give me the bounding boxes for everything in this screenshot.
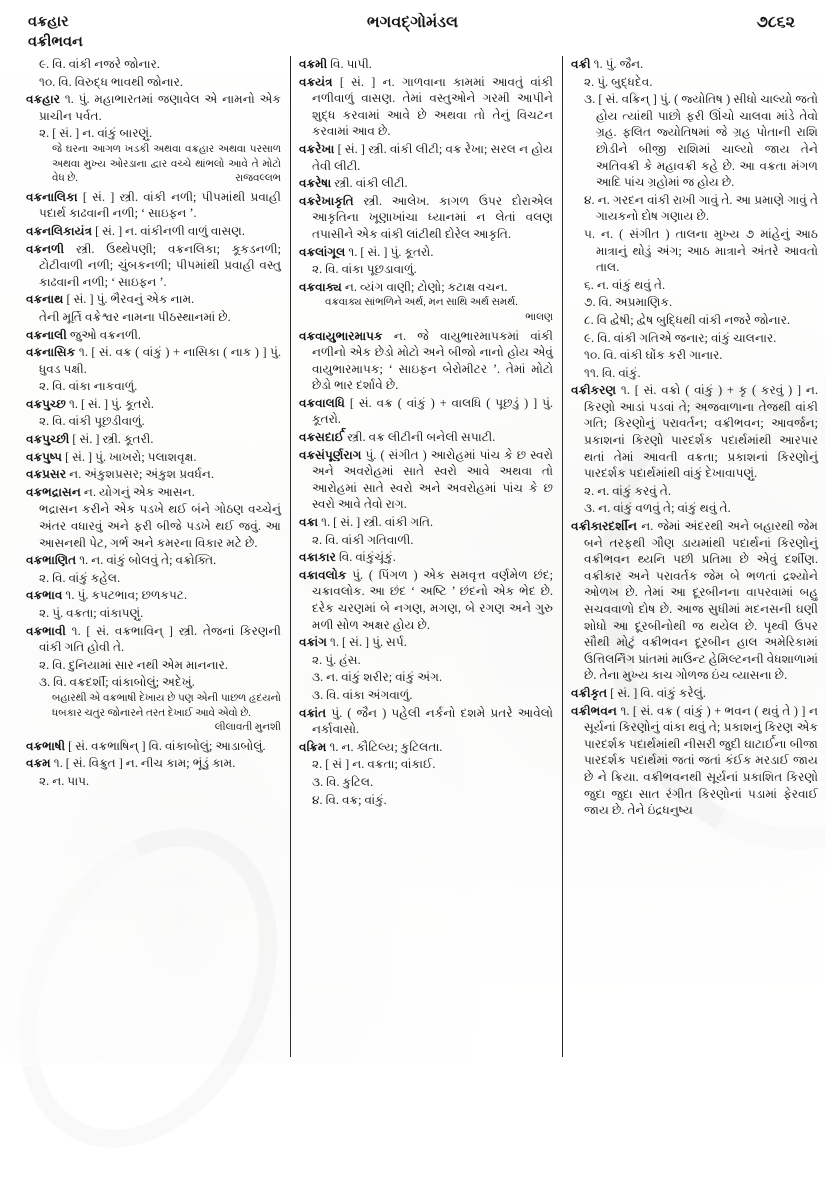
entry-definition: [ સં. ] વિ. વાંકું કરેલું. [607,685,706,700]
dictionary-entry [26,223,281,240]
dictionary-entry [299,549,553,566]
entry-headword: વક્રનળી [26,241,65,256]
entry-headword: વક્રાંત [299,705,327,720]
column-2 [290,56,562,1057]
entry-headword: વક્રનાસિક [26,345,76,360]
page-header [0,10,825,56]
dictionary-entry [299,141,553,174]
dictionary-entry [299,279,553,296]
column-3 [562,56,825,1057]
entry-sense: ૪. વિ. વક્ર; વાંકું. [312,792,387,807]
entry-headword: વક્રપુચ્છ [26,396,66,411]
entry-definition: ૧. ન. કૌટિલ્ય; કુટિલતા. [326,739,443,754]
entry-sense: ૨. ન. પાપ. [39,773,90,788]
entry-headword: વક્રીકરણ [571,383,617,398]
entry-headword: વક્રરેખાકૃતિ [299,193,354,208]
entry-headword: વક્રવાલધિ [299,395,345,410]
entry-definition: ૧. [ સં. ] પું. કૂતરો. [65,396,154,411]
entry-definition: [ સં. ] ન. વાંકીનળી વાળું વાસણ. [92,223,245,238]
dictionary-entry [299,447,553,513]
dictionary-entry [299,193,553,243]
entry-headword: વક્રવાક્ય [299,279,342,294]
entry-definition: ૧. [ સં. વક્રો ( વાંકું ) + કૃ ( કરવું ) ] ન. કિરણો આડાં પડવાં તે; અજવાળાના તેજથી વાંકી ગતિ; કિરણોનું પરાવર્તન; વક્રીભવન; આવર્જન; પ્રકાશનાં કિરણો પારદર્શક પદાર્થમાંથી આરપાર થતાં તેમાં આવતી વક્રતા; પ્રકાશનાં કિરણોનું પારદર્શક પદાર્થમાંથી વાંકું દેખાવાપણું. [584,383,818,481]
entry-headword: વક્રભાણિત [26,553,77,568]
entry-headword: વક્રાંગ [299,635,327,650]
entry-headword: વક્રીકારદર્શીન [571,519,638,534]
entry-sense: ૬. ન. વાંકું થવું તે. [584,277,666,292]
dictionary-entry [26,189,281,222]
entry-headword: વક્રાવલોક [299,567,347,582]
entry-definition: ૧. [ સં. વક્ર ( વાંકું ) + નાસિકા ( નાક ) ] પું. ધુવડ પક્ષી. [39,345,281,376]
entry-definition: ન. વ્યંગ વાણી; ટોણો; કટાક્ષ વચન. [341,279,508,294]
entry-headword: વક્રહાર [26,92,61,107]
citation-text: જે ઘરના આગળ ખડકી અથવા વક્રહાર અથવા પરસાળ અથવા મુખ્ય ઓરડાના દ્વાર વચ્ચે થાંભલો આવે તે મોટો વેધ છે. [52,143,281,185]
dictionary-entry [571,382,818,482]
dictionary-entry [26,755,281,772]
dictionary-entry [299,328,553,394]
citation-source: ભાલણ [525,311,553,323]
entry-headword: વક્રલાંગૂલ [299,244,346,259]
entry-definition: જુઓ વક્રનળી. [66,327,141,342]
entry-definition: ૧. [ સં. વક્રભાવિન્ ] સ્ત્રી. તેજનાં કિરણની વાંકી ગતિ હોવી તે. [39,623,281,655]
entry-definition: ન. જે વાયુભારમાપકમાં વાંકી નળીનો એક છેડો મોટો અને બીજો નાનો હોય એવું વાયુભારમાપક; ‘ સાઇફન બેરોમીટર ’. તેમાં મોટો છેડો ભાર દર્શાવે છે. [312,328,553,393]
citation-text: વક્રવાક્ય સાંભળિને અર્થ, મન સાથિ અર્થ સમર્થ. [325,297,518,309]
entry-headword: વક્રનાલી [26,327,67,342]
entry-citation [26,692,281,736]
dictionary-entry [571,56,818,73]
entry-sense: ૨. પું. હંસ. [312,652,361,667]
entry-definition: વિ. પાપી. [327,57,372,71]
entry-definition: [ સં. ] સ્ત્રી. કૂતરી. [69,432,154,447]
entry-definition: પું. ( જૈન ) પહેલી નર્કનો દશમે પ્રતરે આવેલો નર્કાવાસો. [312,705,553,737]
entry-definition: [ સં. ] પું. ખાખરો; પલાશવૃક્ષ. [62,449,197,464]
entry-definition: ૧. પું. કપટભાવ; છળકપટ. [62,588,187,603]
citation-text: બહારથી એ વક્રભાષી દેખાય છે પણ એની પાછળ હૃદયનો ધબકાર ચતુર જોનારને તરત દેખાઈ આવે એવો છે. [52,692,281,719]
entry-citation [299,296,553,325]
entry-definition: ૧. ન. વાંકું બોલવું તે; વક્રોક્તિ. [76,553,217,568]
entry-sense: ૧૦. વિ. વિરુદ્ધ ભાવથી જોનાર. [39,74,183,89]
entry-definition: સ્ત્રી. વાંકી લીટી. [331,176,408,191]
guide-word-first: વક્રહાર [28,14,69,30]
entry-headword: વક્રનલિકાયંત્ર [26,223,93,238]
entry-headword: વક્રભાવ [26,588,63,603]
entry-sense: ૧૦. વિ. વાંકી ઘોંક કરી ગાનાર. [584,348,723,363]
entry-definition: ન. યોગનું એક આસન. [80,484,195,499]
entry-headword: વક્રરેખા [299,141,335,156]
entry-sense: ૩. વિ. કુટિલ. [312,774,374,789]
entry-sense: ૩. ન. વાંકું શરીર; વાંકું અંગ. [312,670,443,685]
entry-definition: સ્ત્રી. વક્ર લીટીની બનેલી સપાટી. [344,430,496,445]
entry-headword: વક્રભદ્રાસન [26,484,81,499]
entry-definition: [ સં. ] સ્ત્રી. વાંકી નળી; પીપમાંથી પ્રવાહી પદાર્થ કાઢવાની નળી; ‘ સાઇફન ’. [39,189,281,221]
entry-sense: ૧૧. વિ. વાંકું. [584,365,641,380]
entry-headword: વક્રભાષી [26,738,66,753]
entry-definition: [ સં. વક્રભાષિન્ ] વિ. વાંકાબોલું; આડાબોલું. [65,738,266,753]
entry-definition: ૧. પું. જૈન. [590,57,644,71]
entry-headword: વક્રિમ [299,739,327,754]
dictionary-columns [18,56,818,1057]
column-1 [18,56,290,1057]
entry-sense: ૯. વિ. વાંકી ગતિએ જનાર; વાંકું ચાલનાર. [584,330,777,345]
dictionary-entry [299,739,553,756]
entry-continuation: તેની મૂર્તિ વક્રેશ્વર નામના પીઠસ્થાનમાં છે. [39,309,231,324]
dictionary-entry [26,241,281,291]
dictionary-entry [26,344,281,377]
entry-headword: વક્રયંત્ર [299,74,333,89]
entry-headword: વક્રવાયુભારમાપક [299,328,383,343]
entry-sense: ૨. વિ. વાંકું કહેલ. [39,570,121,585]
dictionary-entry [299,56,553,73]
dictionary-entry [26,291,281,308]
entry-sense: ૨. ન. વાંકું કરવું તે. [584,483,671,498]
dictionary-entry [571,518,818,684]
entry-sense: ૩. ન. વાંકું વળવું તે; વાંકું થવું તે. [584,501,731,516]
entry-headword: વક્રાકાર [299,550,336,565]
entry-sense: ૨. [ સં. ] ન. વાંકું બારણું. [39,126,153,141]
entry-sense: ૩. વિ. વાંકા અંગવાળું. [312,687,413,702]
dictionary-entry [571,685,818,702]
entry-continuation: ભદ્રાસન કરીને એક પડખે થઈ બંને ગોઠણ વચ્ચેનું અંતર વધારવું અને ફરી બીજે પડખે થઈ જવું. આ આસનથી પેટ, ગર્ભ અને કમરના વિકાર મટે છે. [39,502,281,550]
entry-definition: ૧. [ સં. ] પું. સર્પ. [326,635,407,650]
dictionary-entry [26,396,281,413]
dictionary-entry [299,514,553,531]
page-number: ૭૮૬૨ [756,14,795,31]
dictionary-entry [26,466,281,483]
entry-sense: ૨. વિ. દુનિયામાં સાર નથી એમ માનનાર. [39,657,228,672]
entry-citation [26,143,281,187]
entry-definition: [ સં. ] સ્ત્રી. વાંકી લીટી; વક્ર રેખા; સરલ ન હોય તેવી લીટી. [312,141,553,173]
entry-definition: ૧. પું. મહાભારતમાં જણાવેલ એ નામનો એક પ્રાચીન પર્વત. [39,92,281,123]
entry-definition: ન. જેમાં અંદરથી અને બહારથી જેમ બને તરફથી ગૌણ ડાયમાંથી પદાર્થનાં કિરણોનું વક્રીભવન થ્યનિ પછી પ્રતિમા છે એવું દર્શીણ. વક્રીકાર અને પરાવર્તક જેમ બે ભળતાં દ્રશ્યોને ઓળખ છે. તેમાં આ દૂરબીનના વાપરવામાં બહુ સચવવાળો દોષ છે. આજ સુધીમાં મદનસની ઘણી શોધો આ દૂરબીનોથી જ થયેલ છે. પૃથ્વી ઉપર સૌથી મોટું વક્રીભવન દૂરબીન હાલ અમેરિકામાં ઉત્તિલર્નિંગ પ્રાંતમાં માઉન્ટ હેમિલ્ટનની વેધશાળામાં છે. તેના મુખ્ય કાચ ગોળજ ઇંચ વ્યાસના છે. [584,519,818,683]
dictionary-entry [299,634,553,651]
dictionary-entry [299,175,553,192]
entry-sense: ૨. પું. વક્રતા; વાંકાપણું. [39,606,144,620]
entry-sense: ૯. વિ. વાંકી નજરે જોનાર. [39,57,160,71]
dictionary-entry [26,449,281,466]
entry-definition: વિ. વાંકુંચૂંકું. [335,550,396,565]
entry-headword: વક્રમી [299,57,328,71]
entry-sense: ૨. વિ. વાંકી પૂછડીવાળું. [39,414,145,429]
entry-sense: ૫. ન. ( સંગીત ) તાલના મુખ્ય ૭ માંહેનું આઠ માત્રાનું થોડું અંગ; આઠ માત્રાને અંતરે આવતો તાલ. [584,226,818,275]
entry-definition: સ્ત્રી. ઉથ્થેપણી; વક્રનલિકા; કૂકડનળી; ટોટીવાળી નળી; ચુંબકનળી; પીપમાંથી પ્રવાહી વસ્તુ કાઢવાની નળી; ‘ સાઇફન ’. [39,241,281,289]
dictionary-entry [299,705,553,738]
entry-sense: ૨. [ સં ] ન. વક્રતા; વાંકાઈ. [312,757,436,772]
citation-source: લીલાવતી મુનશી [214,722,281,734]
entry-definition: સ્ત્રી. આલેખ. કાગળ ઉપર દોરાએલ આકૃતિના ખૂણાખાંચા ધ્યાનમાં ન લેતાં વલણ તપાસીને એક વાંકી લાંટીથી દોરેલ આકૃતિ. [312,193,553,241]
entry-headword: વક્રા [299,515,319,530]
entry-definition: પું. ( પિંગળ ) એક સમવૃત્ત વર્ણમેળ છંદ; ચક્રાવલોક. આ છંદ ‘ અષ્ટિ ’ છંદનો એક ભેદ છે. દરેક ચરણમાં બે નગણ, મગણ, બે રગણ અને ગુરુ મળી સોળ અક્ષર હોય છે. [312,567,553,632]
guide-word-last: વક્રીભવન [28,34,83,50]
entry-sense: ૪. ન. ગરદન વાંકી રાખી ગાવું તે. આ પ્રમાણે ગાવું તે ગાયકનો દોષ ગણાય છે. [584,192,818,224]
dictionary-entry [299,244,553,261]
entry-sense: ૨. પું. બુદ્ધદેવ. [584,74,653,89]
entry-definition: ૧. [ સં. વિક્રુત ] ન. નીચ કામ; ભૂંડું કામ. [50,756,236,771]
entry-headword: વક્રપ્રસર [26,467,67,482]
book-title: ભગવદ્ગોમંડલ [366,14,459,31]
entry-headword: વક્રી [571,57,591,71]
entry-definition: [ સં. વક્ર ( વાંકું ) + વાલધિ ( પૂછડું ) ] પું. કૂતરો. [312,395,553,427]
dictionary-entry [299,429,553,446]
entry-sense: ૭. વિ. અપ્રમાણિક. [584,295,673,310]
dictionary-entry [299,395,553,428]
dictionary-entry [299,567,553,633]
entry-headword: વક્રભાવી [26,623,66,638]
entry-definition: ન. અંકુશપ્રસર; અંકુશ પ્રવર્ધન. [66,467,214,482]
dictionary-entry [26,587,281,604]
entry-headword: વક્રપુષ્પ [26,449,63,464]
dictionary-entry [26,738,281,755]
dictionary-entry [26,431,281,448]
entry-headword: વક્રનાલિકા [26,189,78,204]
entry-definition: પું. ( સંગીત ) આરોહમાં પાંચ કે છ સ્વરો અને અવરોહમાં સાતે સ્વરો આવે અથવા તો આરોહમાં સાતે સ્વરો અને અવરોહમાં પાંચ કે છ સ્વરો આવે તેવો રાગ. [312,447,553,512]
entry-sense: ૩. [ સં. વક્રિન્ ] પું. ( જ્યોતિષ ) સીધો ચાલ્યો જતો હોય ત્યાંથી પાછો ફરી ઊંચો ચાલવા માંડે તેવો ગ્રહ. ફલિત જ્યોતિષમાં જે ગ્રહ પોતાની રાશિ છોડીને બીજી રાશિમાં ચાલ્યો જાય તેને અતિવક્રી કે મહાવક્રી કહે છે. આ વક્રતા મંગળ આદિ પાંચ ગ્રહોમાં જ હોય છે. [584,92,818,190]
entry-headword: વક્રીભવન [571,703,617,718]
entry-definition: ૧. [ સં. ] પું. કૂતરો. [345,244,434,259]
entry-sense: ૮. વિ દ્વેષી; દ્વેષ બુદ્ધિથી વાંકી નજરે જોનાર. [584,312,791,327]
entry-sense: ૨. વિ. વાંકી ગતિવાળી. [312,532,414,547]
citation-source: રાજવલ્લભ [235,173,281,185]
entry-sense: ૩. વિ. વક્રદર્શી; વાંકાબોલું; અદેખું. [39,675,195,690]
entry-headword: વક્રપુચ્છી [26,432,70,447]
entry-headword: વક્રરેષા [299,176,332,191]
dictionary-entry [26,91,281,124]
dictionary-entry [299,74,553,140]
entry-sense: ૨. વિ. વાંકા નાકવાળું. [39,379,138,394]
dictionary-entry [26,484,281,501]
entry-headword: વક્રસંપૂર્ણરાગ [299,447,362,462]
entry-definition: [ સં. ] પું. ભૈરવનું એક નામ. [63,292,195,307]
dictionary-entry [571,703,818,819]
dictionary-entry [26,327,281,344]
entry-definition: [ સં. ] ન. ગાળવાના કામમાં આવતું વાંકી નળીવાળું વાસણ. તેમાં વસ્તુઓને ગરમી આપીને શુદ્ધ કરવામાં આવે છે અથવા તો તેનું વિચટન કરવામાં આવ છે. [312,74,553,139]
entry-headword: વક્રીકૃત [571,685,608,700]
entry-definition: ૧. [ સં. ] સ્ત્રી. વાંકી ગતિ. [318,515,434,530]
entry-headword: વક્રનાથ [26,292,64,307]
entry-headword: વક્રમ [26,756,51,771]
dictionary-entry [26,623,281,656]
entry-definition: ૧. [ સં. વક્ર ( વાંકું ) + ભવન ( થવું તે ) ] ન સૂર્યનાં કિરણોનું વાંકા થવું તે; પ્રકાશનું કિરણ એક પારદર્શક પદાર્થમાંથી નીસરી જુદી ઘાટાર્ઈના બીજા પારદર્શક પદાર્થમાં જતાં જતાં કંઈક મરડાઈ જાય છે ને ક્રિયા. વક્રીભવનથી સૂર્યનાં પ્રકાશિત કિરણો જુદા જુદા સાત રંગીત કિરણોનાં પડામાં ફેરવાઈ જાય છે. તેને ઇંદ્રધનુષ્ય [584,703,818,818]
entry-sense: ૨. વિ. વાંકા પૂછડાવાળું. [312,262,417,277]
dictionary-entry [26,552,281,569]
entry-headword: વક્રસદાર્ઈ [299,430,345,445]
